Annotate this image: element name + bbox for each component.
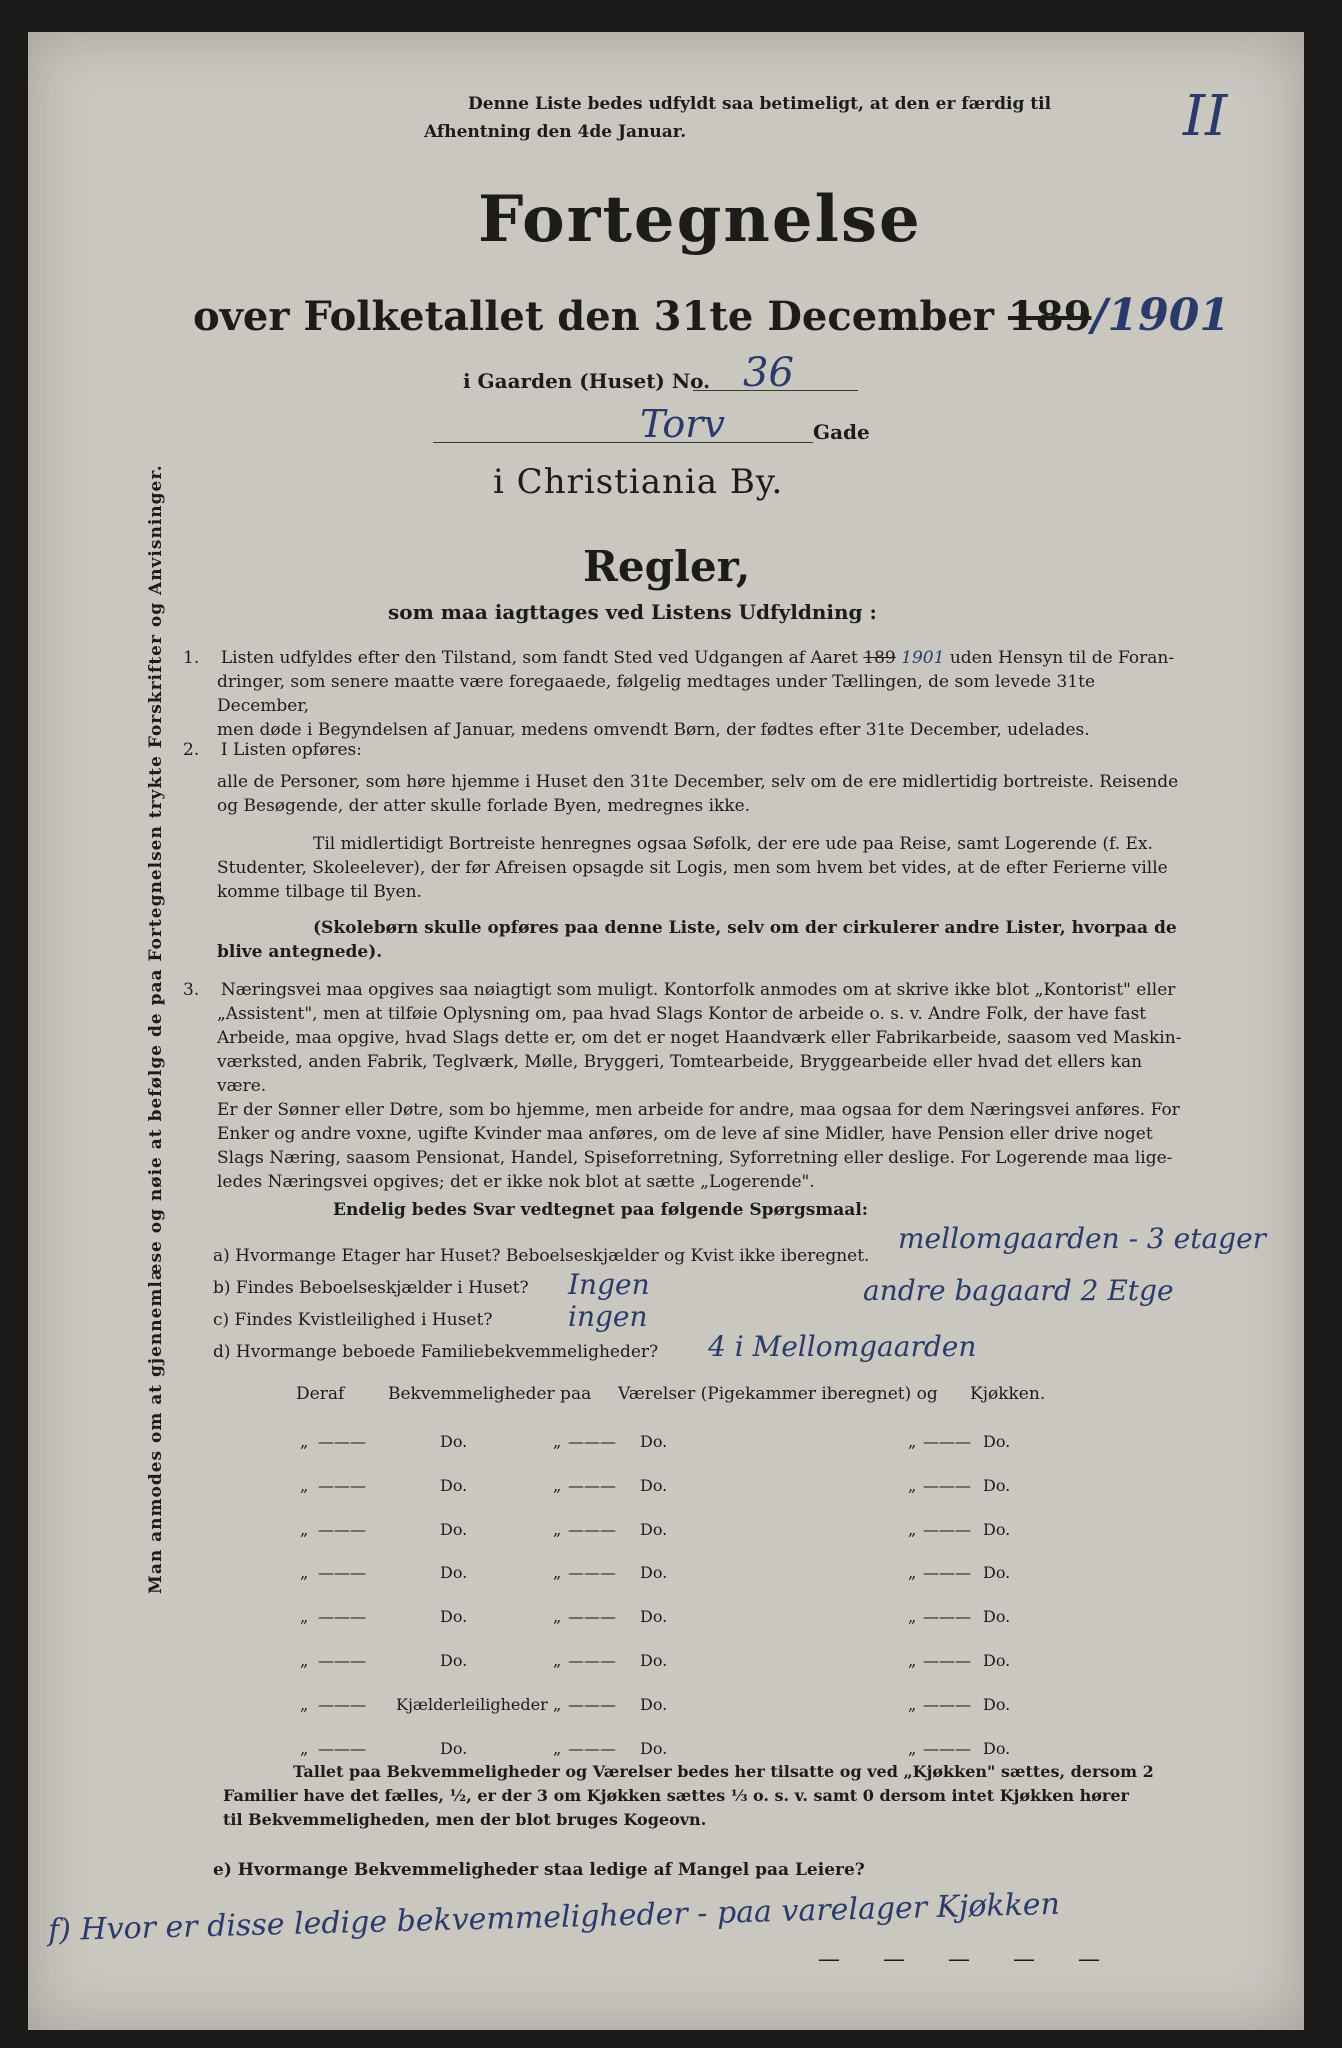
rule-2-line-1: I Listen opføres: bbox=[220, 740, 362, 760]
sidebar-instruction: Man anmodes om at gjennemlæse og nøie at befølge de paa Fortegnelsen trykte Forskrifter og Anvisninger. bbox=[146, 464, 166, 1594]
rule-1-line-2: dringer, som senere maatte være foregaaede, følgelig medtages under Tællingen, de som levede 31te December, bbox=[217, 672, 1095, 716]
rule-3-line: Slags Næring, saasom Pensionat, Handel, Spiseforretning, Syforretning eller deslige. For Logerende maa lige- bbox=[217, 1148, 1173, 1168]
rule-2-line-8: blive antegnede). bbox=[217, 942, 383, 962]
blank-line: ——— bbox=[568, 1520, 616, 1539]
do-label: Do. bbox=[983, 1432, 1011, 1451]
table-header-deraf: Deraf bbox=[296, 1384, 345, 1404]
ditto-mark: „ bbox=[553, 1563, 562, 1582]
do-label: Do. bbox=[640, 1476, 668, 1495]
ditto-row bbox=[28, 1695, 1304, 1725]
ditto-mark: „ bbox=[553, 1651, 562, 1670]
do-label: Do. bbox=[440, 1607, 468, 1626]
do-label: Do. bbox=[640, 1651, 668, 1670]
ditto-mark: „ bbox=[908, 1432, 917, 1451]
ditto-mark: „ bbox=[908, 1695, 917, 1714]
question-a-label: a) Hvormange Etager har Huset? Beboelseskjælder og Kvist ikke iberegnet. bbox=[213, 1246, 870, 1266]
ditto-mark: „ bbox=[300, 1520, 309, 1539]
rule-1-struck-year: 189 bbox=[863, 648, 896, 668]
question-f-handwritten: f) Hvor er disse ledige bekvemmeligheder - paa varelager Kjøkken bbox=[47, 1886, 1061, 1949]
blank-line: ——— bbox=[318, 1520, 366, 1539]
form-subtitle bbox=[193, 290, 1230, 341]
blank-line: ——— bbox=[923, 1476, 971, 1495]
notice-line-2: Afhentning den 4de Januar. bbox=[424, 122, 687, 142]
ditto-mark: „ bbox=[908, 1520, 917, 1539]
rule-3-line: Arbeide, maa opgive, hvad Slags dette er, om det er noget Haandværk eller Fabrikarbeide, saasom ved Maskin- bbox=[217, 1028, 1182, 1048]
do-label: Do. bbox=[440, 1563, 468, 1582]
rule-1-number: 1. bbox=[183, 648, 200, 668]
ditto-row bbox=[28, 1476, 1304, 1506]
form-title: Fortegnelse bbox=[478, 182, 922, 257]
blank-line: ——— bbox=[318, 1651, 366, 1670]
table-header-kjokken: Kjøkken. bbox=[970, 1384, 1046, 1404]
do-label: Do. bbox=[640, 1607, 668, 1626]
rules-subheading: som maa iagttages ved Listens Udfyldning : bbox=[388, 600, 877, 624]
ditto-mark: „ bbox=[553, 1739, 562, 1758]
ditto-mark: „ bbox=[300, 1651, 309, 1670]
ditto-mark: „ bbox=[300, 1607, 309, 1626]
rule-1 bbox=[183, 646, 1183, 742]
rule-3-number: 3. bbox=[183, 980, 200, 1000]
do-label: Do. bbox=[440, 1520, 468, 1539]
do-label: Do. bbox=[640, 1520, 668, 1539]
ditto-mark: „ bbox=[300, 1432, 309, 1451]
ditto-row bbox=[28, 1520, 1304, 1550]
blank-line: ——— bbox=[923, 1695, 971, 1714]
rule-3-line: Enker og andre voxne, ugifte Kvinder maa anføres, om de leve af sine Midler, have Pension eller drive noget bbox=[217, 1124, 1153, 1144]
do-label: Do. bbox=[640, 1563, 668, 1582]
rule-2 bbox=[183, 738, 1183, 964]
question-b-label: b) Findes Beboelseskjælder i Huset? bbox=[213, 1278, 529, 1298]
rule-3-line: Er der Sønner eller Døtre, som bo hjemme, men arbeide for andre, maa ogsaa for dem Næringsvei anføres. For bbox=[217, 1100, 1180, 1120]
blank-line: ——— bbox=[318, 1695, 366, 1714]
kjaelder-label: Kjælderleiligheder bbox=[396, 1695, 548, 1714]
ditto-mark: „ bbox=[553, 1607, 562, 1626]
rule-1-text-b: uden Hensyn til de Foran- bbox=[949, 648, 1175, 668]
do-label: Do. bbox=[983, 1739, 1011, 1758]
ditto-mark: „ bbox=[908, 1607, 917, 1626]
ditto-mark: „ bbox=[553, 1520, 562, 1539]
do-label: Do. bbox=[640, 1432, 668, 1451]
footnote-line-3: til Bekvemmeligheden, men der blot bruges Kogeovn. bbox=[223, 1810, 707, 1829]
blank-line: ——— bbox=[318, 1739, 366, 1758]
do-label: Do. bbox=[983, 1695, 1011, 1714]
ditto-row bbox=[28, 1651, 1304, 1681]
question-d-answer: 4 i Mellomgaarden bbox=[708, 1330, 977, 1363]
rule-2-line-2: alle de Personer, som høre hjemme i Huset den 31te December, selv om de ere midlertidig bortreiste. Reisende bbox=[217, 772, 1179, 792]
ditto-mark: „ bbox=[908, 1739, 917, 1758]
question-b-answer: Ingen bbox=[568, 1268, 650, 1301]
bottom-dashes: — — — — — bbox=[818, 1947, 1118, 1972]
rule-1-hand-year: 1901 bbox=[901, 648, 945, 668]
blank-line: ——— bbox=[923, 1563, 971, 1582]
ditto-mark: „ bbox=[300, 1695, 309, 1714]
blank-line: ——— bbox=[318, 1607, 366, 1626]
rule-2-line-3: og Besøgende, der atter skulle forlade Byen, medregnes ikke. bbox=[217, 796, 751, 816]
street-line bbox=[433, 442, 813, 443]
ditto-row bbox=[28, 1607, 1304, 1637]
do-label: Do. bbox=[640, 1739, 668, 1758]
rule-3 bbox=[183, 978, 1183, 1194]
ditto-mark: „ bbox=[553, 1476, 562, 1495]
do-label: Do. bbox=[440, 1651, 468, 1670]
do-label: Do. bbox=[440, 1739, 468, 1758]
ditto-mark: „ bbox=[908, 1476, 917, 1495]
blank-line: ——— bbox=[923, 1739, 971, 1758]
table-header-vaer: Værelser (Pigekammer iberegnet) og bbox=[618, 1384, 938, 1404]
question-a-answer-2: andre bagaard 2 Etge bbox=[863, 1274, 1174, 1307]
rule-3-line: Næringsvei maa opgives saa nøiagtigt som muligt. Kontorfolk anmodes om at skrive ikke blot „Kontorist" eller bbox=[220, 980, 1176, 1000]
table-footnote bbox=[223, 1760, 1173, 1832]
rule-3-line: værksted, anden Fabrik, Teglværk, Mølle, Bryggeri, Tomtearbeide, Bryggearbeide eller hvad det ellers kan være. bbox=[217, 1052, 1143, 1096]
footnote-line-1: Tallet paa Bekvemmeligheder og Værelser bedes her tilsatte og ved „Kjøkken" sættes, dersom 2 bbox=[293, 1762, 1154, 1781]
census-form-paper bbox=[28, 32, 1304, 2030]
subtitle-hand-year: /1901 bbox=[1091, 290, 1230, 341]
do-label: Do. bbox=[983, 1563, 1011, 1582]
blank-line: ——— bbox=[923, 1607, 971, 1626]
blank-line: ——— bbox=[568, 1607, 616, 1626]
blank-line: ——— bbox=[568, 1695, 616, 1714]
rule-2-number: 2. bbox=[183, 740, 200, 760]
blank-line: ——— bbox=[923, 1520, 971, 1539]
ditto-row bbox=[28, 1432, 1304, 1462]
question-c-answer: ingen bbox=[568, 1300, 648, 1333]
rule-2-line-6: komme tilbage til Byen. bbox=[217, 882, 422, 902]
table-header-bekv: Bekvemmeligheder paa bbox=[388, 1384, 592, 1404]
gade-label: Gade bbox=[813, 420, 870, 444]
blank-line: ——— bbox=[923, 1432, 971, 1451]
do-label: Do. bbox=[983, 1651, 1011, 1670]
rule-3-line: „Assistent", men at tilføie Oplysning om, paa hvad Slags Kontor de arbeide o. s. v. Andre Folk, der have fast bbox=[217, 1004, 1147, 1024]
rule-2-line-5: Studenter, Skoleelever), der før Afreisen opsagde sit Logis, men som hvem bet vides, at de efter Ferierne ville bbox=[217, 858, 1168, 878]
house-number: 36 bbox=[743, 350, 794, 396]
rule-1-text-a: Listen udfyldes efter den Tilstand, som fandt Sted ved Udgangen af Aaret bbox=[220, 648, 858, 668]
question-e-label: e) Hvormange Bekvemmeligheder staa ledige af Mangel paa Leiere? bbox=[213, 1860, 865, 1880]
gaarden-label: i Gaarden (Huset) No. bbox=[463, 369, 711, 393]
do-label: Do. bbox=[983, 1607, 1011, 1626]
question-a-answer: mellomgaarden - 3 etager bbox=[898, 1222, 1267, 1255]
notice-line-1: Denne Liste bedes udfyldt saa betimeligt, at den er færdig til bbox=[468, 94, 1052, 114]
do-label: Do. bbox=[983, 1476, 1011, 1495]
subtitle-text: over Folketallet den 31te December bbox=[193, 293, 994, 340]
rule-1-line-3: men døde i Begyndelsen af Januar, medens omvendt Børn, der fødtes efter 31te December, udelades. bbox=[217, 720, 1090, 740]
blank-line: ——— bbox=[318, 1563, 366, 1582]
blank-line: ——— bbox=[568, 1739, 616, 1758]
ditto-mark: „ bbox=[908, 1651, 917, 1670]
ditto-mark: „ bbox=[553, 1695, 562, 1714]
do-label: Do. bbox=[440, 1432, 468, 1451]
rule-2-line-4: Til midlertidigt Bortreiste henregnes ogsaa Søfolk, der ere ude paa Reise, samt Logerende (f. Ex. bbox=[313, 834, 1153, 854]
subtitle-struck-year: 189 bbox=[1007, 293, 1092, 340]
ditto-mark: „ bbox=[908, 1563, 917, 1582]
blank-line: ——— bbox=[568, 1563, 616, 1582]
blank-line: ——— bbox=[318, 1476, 366, 1495]
rule-2-line-7: (Skolebørn skulle opføres paa denne Liste, selv om der cirkulerer andre Lister, hvorpaa de bbox=[313, 918, 1177, 938]
do-label: Do. bbox=[983, 1520, 1011, 1539]
city-line: i Christiania By. bbox=[493, 462, 784, 502]
blank-line: ——— bbox=[568, 1476, 616, 1495]
ditto-mark: „ bbox=[300, 1739, 309, 1758]
roman-numeral-mark: II bbox=[1183, 84, 1228, 149]
ditto-mark: „ bbox=[553, 1432, 562, 1451]
question-c-label: c) Findes Kvistleilighed i Huset? bbox=[213, 1310, 493, 1330]
footnote-line-2: Familier have det fælles, ½, er der 3 om Kjøkken sættes ⅓ o. s. v. samt 0 dersom intet Kjøkken hører bbox=[223, 1786, 1129, 1805]
do-label: Do. bbox=[440, 1476, 468, 1495]
blank-line: ——— bbox=[568, 1432, 616, 1451]
rules-heading: Regler, bbox=[583, 542, 751, 591]
blank-line: ——— bbox=[923, 1651, 971, 1670]
do-label: Do. bbox=[640, 1695, 668, 1714]
blank-line: ——— bbox=[318, 1432, 366, 1451]
ditto-mark: „ bbox=[300, 1563, 309, 1582]
blank-line: ——— bbox=[568, 1651, 616, 1670]
street-name: Torv bbox=[640, 402, 725, 446]
ditto-mark: „ bbox=[300, 1476, 309, 1495]
rule-3-line: ledes Næringsvei opgives; det er ikke nok blot at sætte „Logerende". bbox=[217, 1172, 815, 1192]
questions-intro: Endelig bedes Svar vedtegnet paa følgende Spørgsmaal: bbox=[333, 1200, 869, 1220]
question-d-label: d) Hvormange beboede Familiebekvemmeligheder? bbox=[213, 1342, 659, 1362]
ditto-row bbox=[28, 1563, 1304, 1593]
